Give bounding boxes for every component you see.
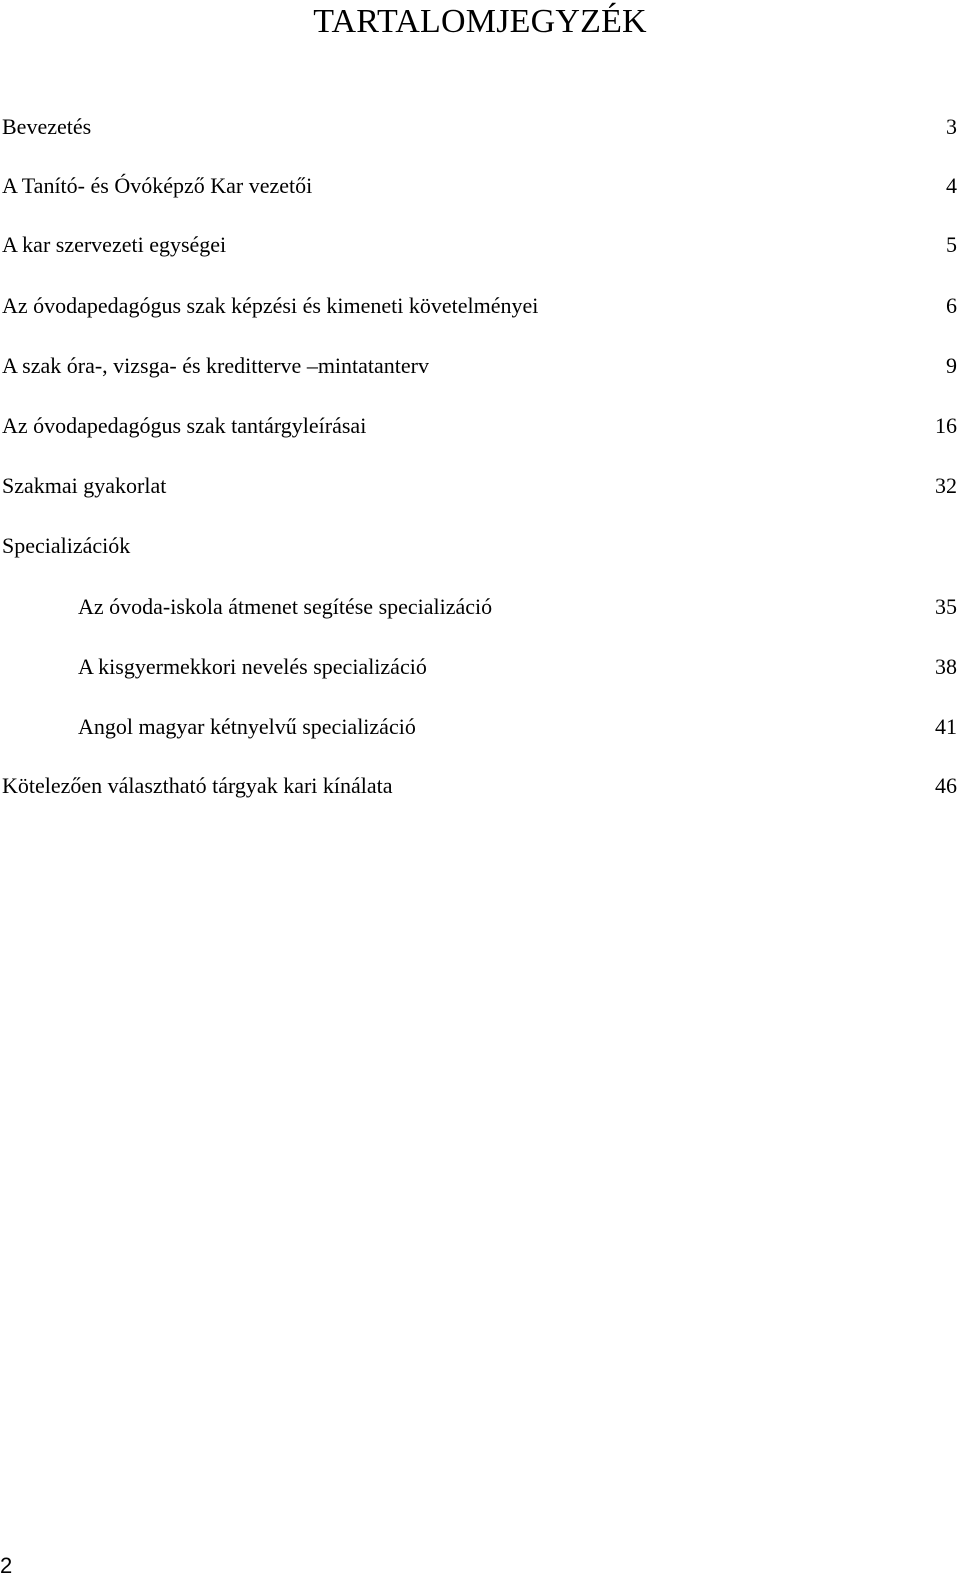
toc-entry-label: Az óvodapedagógus szak képzési és kimeneti követelményei (2, 293, 539, 318)
toc-entry-label: A kar szervezeti egységei (2, 232, 227, 257)
toc-entry-mintatanterv[interactable] (0, 351, 957, 381)
toc-entry-kar-vezetoi[interactable] (0, 171, 957, 201)
toc-entry-page: 46 (935, 773, 957, 798)
toc-entry-page: 9 (946, 353, 957, 378)
toc-entry-label: Angol magyar kétnyelvű specializáció (78, 714, 416, 739)
toc-entry-bevezetes[interactable] (0, 112, 957, 142)
toc-entry-page: 32 (935, 473, 957, 498)
toc-entry-label: A szak óra-, vizsga- és kreditterve –mintatanterv (2, 353, 430, 378)
toc-entry-kisgyermekkori-neveles[interactable] (0, 652, 957, 682)
toc-entry-page: 38 (935, 654, 957, 679)
toc-entry-angol-magyar-ketnyelvu[interactable] (0, 712, 957, 742)
toc-entry-kovetelmenyek[interactable] (0, 291, 957, 321)
page-title: TARTALOMJEGYZÉK (313, 3, 647, 40)
toc-entry-tantargyleirasok[interactable] (0, 411, 957, 441)
toc-entry-label: Az óvoda-iskola átmenet segítése specializáció (78, 594, 493, 619)
toc-entry-page: 5 (946, 232, 957, 257)
toc-entry-page: 4 (946, 173, 957, 198)
toc-entry-ovoda-iskola-atmenet[interactable] (0, 592, 957, 622)
toc-entry-page: 6 (946, 293, 957, 318)
toc-entry-label: A Tanító- és Óvóképző Kar vezetői (2, 173, 313, 198)
toc-entry-label: A kisgyermekkori nevelés specializáció (78, 654, 427, 679)
toc-section-specializaciok[interactable] (0, 531, 957, 561)
toc-entry-label: Kötelezően választható tárgyak kari kínálata (2, 773, 393, 798)
toc-entry-szervezeti-egysegek[interactable] (0, 230, 957, 260)
toc-entry-label: Bevezetés (2, 114, 92, 139)
page-number: 2 (0, 1553, 13, 1578)
toc-entry-page: 35 (935, 594, 957, 619)
toc-entry-page: 41 (935, 714, 957, 739)
toc-entry-page: 3 (946, 114, 957, 139)
toc-entry-label: Az óvodapedagógus szak tantárgyleírásai (2, 413, 367, 438)
toc-entry-label: Szakmai gyakorlat (2, 473, 167, 498)
toc-entry-kotelezoen-valaszthato[interactable] (0, 771, 957, 801)
toc-entry-page: 16 (935, 413, 957, 438)
toc-entry-szakmai-gyakorlat[interactable] (0, 471, 957, 501)
toc-entry-label: Specializációk (2, 533, 131, 558)
